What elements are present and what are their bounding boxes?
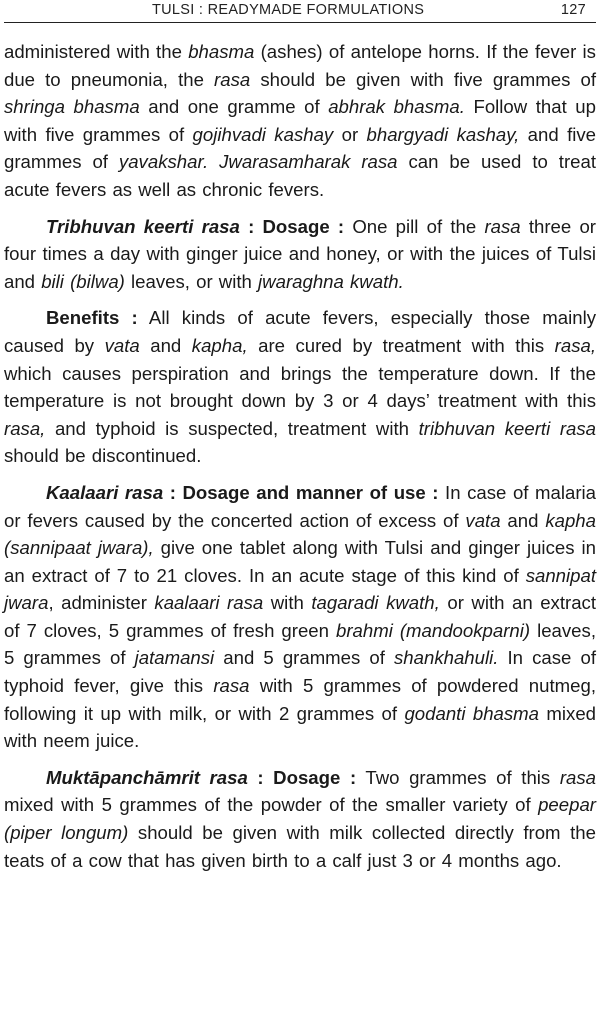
italic-term: rasa, — [554, 334, 596, 356]
text-run: , administer — [48, 592, 155, 614]
text-run: One pill of the — [344, 215, 485, 237]
text-run: In case of malaria or fevers caused by the concerted action of excess of — [4, 481, 596, 531]
text-run: leaves, 5 grammes of — [4, 619, 596, 669]
italic-term: rasa — [214, 68, 251, 90]
text-run — [208, 151, 219, 172]
text-run: administered with the — [4, 41, 189, 62]
body-text — [4, 38, 596, 874]
bold-heading-run: Tribhuvan keerti rasa — [46, 215, 240, 237]
bold-heading-run: Benefits : — [46, 307, 138, 329]
italic-term: yavakshar. — [118, 151, 209, 173]
text-run: and 5 grammes of — [214, 647, 394, 669]
italic-term: sannipat jwara — [4, 564, 596, 614]
text-run: In case of typhoid fever, give this — [4, 647, 596, 697]
paragraph — [4, 764, 596, 874]
text-run: or — [333, 123, 367, 145]
text-run: can be used to treat acute fevers as well as chronic fevers. — [4, 151, 596, 200]
running-header — [4, 0, 596, 23]
italic-term: rasa — [484, 215, 521, 237]
italic-term: kapha, — [191, 334, 248, 356]
text-run: should be given with five grammes of — [250, 68, 596, 90]
text-run: mixed with neem juice. — [4, 702, 597, 752]
text-run: or with an extract of 7 cloves, 5 grammes of fresh green — [4, 592, 596, 641]
italic-term: rasa — [559, 766, 596, 788]
italic-term: Jwarasamharak rasa — [219, 151, 398, 173]
text-run: should be discontinued. — [4, 445, 202, 467]
text-run: (ashes) of antelope horns. If the fever is due to pneumonia, the — [4, 41, 596, 90]
paragraph — [4, 38, 596, 204]
italic-term: kaalaari rasa — [154, 592, 264, 614]
text-run: give one tablet along with Tulsi and ginger juices in an extract of 7 to 21 cloves. In an acute stage of this kind of — [4, 537, 596, 586]
text-run: Follow that up with five grammes of — [4, 96, 596, 145]
italic-term: bhargyadi kashay, — [366, 123, 520, 145]
italic-term: abhrak bhasma. — [328, 96, 465, 118]
italic-term: tagaradi kwath, — [311, 592, 440, 614]
italic-term: bhasma — [188, 41, 255, 62]
page-number: 127 — [560, 2, 586, 18]
paragraph — [4, 213, 596, 296]
text-run: All kinds of acute fevers, especially those mainly caused by — [4, 307, 596, 356]
italic-term: rasa — [213, 675, 250, 697]
paragraph — [4, 304, 596, 470]
text-run: with — [263, 592, 312, 614]
text-run: are cured by treatment with this — [247, 334, 555, 356]
text-run: and typhoid is suspected, treatment with — [45, 417, 419, 439]
text-run: and — [139, 334, 192, 356]
italic-term: rasa, — [4, 417, 46, 439]
bold-heading-run: Muktāpanchāmrit rasa — [46, 766, 248, 788]
italic-term: vata — [465, 509, 501, 531]
italic-term: tribhuvan keerti rasa — [418, 417, 596, 439]
text-run: and five grammes of — [4, 123, 596, 173]
italic-term: shankhahuli. — [394, 647, 499, 669]
bold-heading-run: : Dosage and manner of use : — [163, 481, 439, 503]
bold-heading-run: : Dosage : — [247, 766, 357, 788]
italic-term: jatamansi — [134, 647, 215, 669]
text-run: and — [500, 509, 546, 531]
italic-term: godanti bhasma — [404, 702, 540, 724]
italic-term: kapha (sannipaat jwara), — [4, 509, 596, 559]
italic-term: vata — [104, 334, 140, 356]
italic-term: jwaraghna kwath. — [258, 270, 404, 292]
italic-term: brahmi (mandookparni) — [336, 619, 531, 641]
italic-term: bili (bilwa) — [41, 270, 125, 292]
bold-heading-run: : Dosage : — [239, 215, 345, 237]
text-run: which causes perspiration and brings the temperature down. If the temperature is not brought down by 3 or 4 days’ treatment with this — [4, 362, 596, 412]
italic-term: shringa bhasma — [4, 96, 140, 118]
paragraph — [4, 479, 596, 755]
bold-heading-run: Kaalaari rasa — [46, 481, 164, 503]
text-run: and one gramme of — [139, 96, 329, 118]
italic-term: gojihvadi kashay — [192, 123, 334, 145]
text-run: mixed with 5 grammes of the powder of the smaller variety of — [4, 794, 539, 816]
text-run: three or four times a day with ginger juice and honey, or with the juices of Tulsi and — [4, 215, 596, 292]
text-run: with 5 grammes of powdered nutmeg, following it up with milk, or with 2 grammes of — [4, 675, 596, 724]
text-run: leaves, or with — [124, 270, 259, 292]
text-run: Two grammes of this — [356, 766, 560, 788]
text-run: should be given with milk collected directly from the teats of a cow that has given birth to a calf just 3 or 4 months ago. — [4, 822, 596, 871]
running-title: TULSI : READYMADE FORMULATIONS — [152, 2, 425, 18]
italic-term: peepar (piper longum) — [4, 794, 596, 844]
